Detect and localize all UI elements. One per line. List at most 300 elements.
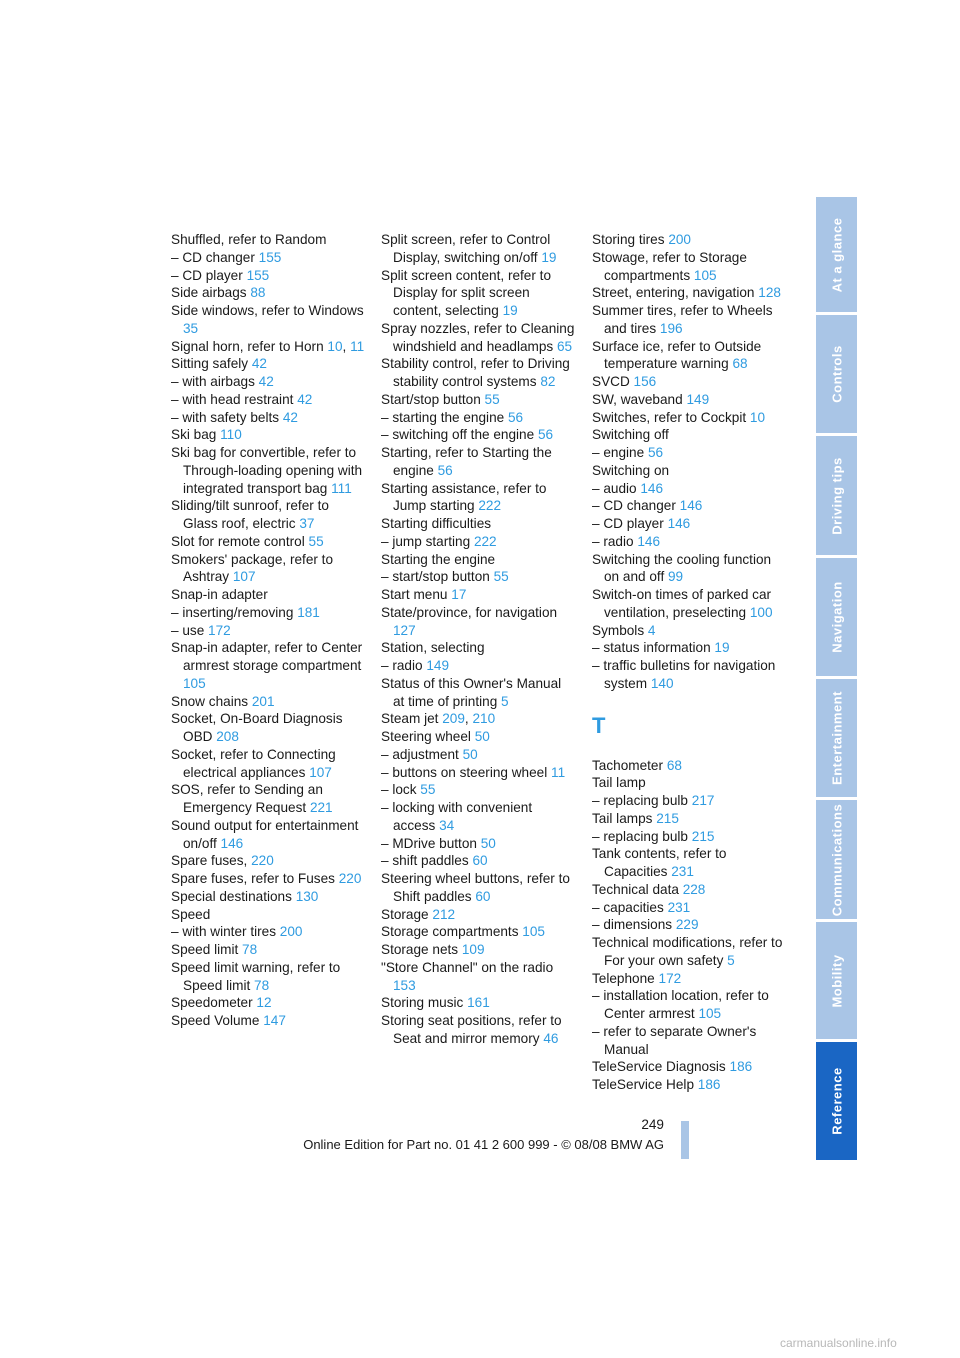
tab-mobility[interactable]: Mobility <box>816 922 857 1039</box>
index-entry <box>381 799 576 835</box>
page-reference-link[interactable]: 42 <box>297 391 313 407</box>
page-reference-link[interactable]: 42 <box>251 356 267 372</box>
index-entry <box>592 792 787 810</box>
page-reference-link[interactable]: 172 <box>208 622 231 638</box>
index-entry <box>381 604 576 640</box>
index-term: Split screen, refer to Control Display, switching on/off <box>381 232 551 265</box>
page-reference-link[interactable]: 55 <box>484 391 500 407</box>
page-reference-link[interactable]: 68 <box>732 356 748 372</box>
page-reference-link[interactable]: 208 <box>216 729 239 744</box>
page-reference-link[interactable]: 5 <box>727 952 735 968</box>
page-reference-link[interactable]: 217 <box>691 793 715 808</box>
page-reference-link[interactable]: 140 <box>650 675 674 691</box>
index-entry <box>592 586 787 622</box>
page-reference-link[interactable]: 186 <box>729 1059 753 1075</box>
page-reference-link[interactable]: 105 <box>183 675 206 691</box>
index-term: Starting the engine <box>381 551 496 567</box>
index-entry <box>171 302 366 338</box>
page-reference-link[interactable]: 127 <box>393 622 416 638</box>
page-reference-link[interactable]: 19 <box>541 249 557 265</box>
index-entry <box>171 586 366 604</box>
page-reference-link[interactable]: 209 <box>442 711 465 727</box>
page-reference-link[interactable]: 65 <box>557 338 573 354</box>
index-column-1 <box>171 231 366 1030</box>
index-entry <box>381 231 576 267</box>
index-entry <box>171 551 366 587</box>
page-reference-link[interactable]: 68 <box>666 757 682 773</box>
index-entry <box>381 941 576 959</box>
page-reference-link[interactable]: 55 <box>420 782 436 798</box>
index-entry <box>592 373 787 391</box>
index-term: Slot for remote control <box>171 533 309 549</box>
index-term: Spray nozzles, refer to Cleaning windshield and headlamps <box>381 320 575 354</box>
page-reference-link[interactable]: 149 <box>426 658 450 673</box>
index-term: – dimensions <box>592 917 676 933</box>
index-term: Switching the cooling function on and off <box>592 551 772 585</box>
index-term: Signal horn, refer to Horn <box>171 338 328 354</box>
page-reference-link[interactable]: 78 <box>254 977 270 993</box>
index-term: Stability control, refer to Driving stability control systems <box>381 356 570 389</box>
index-term: Snap-in adapter <box>171 587 268 602</box>
index-term: – jump starting <box>381 533 474 549</box>
index-term: Socket, refer to Connecting electrical appliances <box>171 746 336 780</box>
tab-reference[interactable]: Reference <box>816 1042 857 1160</box>
index-term: Smokers' package, refer to Ashtray <box>171 551 334 585</box>
index-entry <box>381 852 576 870</box>
index-term: Side windows, refer to Windows <box>171 303 364 318</box>
index-term: Side airbags <box>171 285 251 301</box>
index-entry <box>592 970 787 988</box>
page-reference-link[interactable]: 10 <box>749 409 766 425</box>
index-term: Storage nets <box>381 942 462 957</box>
index-entry <box>592 497 787 515</box>
page-reference-link[interactable]: 105 <box>693 267 717 283</box>
tab-navigation[interactable]: Navigation <box>816 558 857 676</box>
index-entry <box>171 693 366 711</box>
index-entry <box>171 817 366 853</box>
index-entry <box>592 1076 787 1094</box>
index-term: Snap-in adapter, refer to Center armrest storage compartment <box>171 640 363 673</box>
index-term: Station, selecting <box>381 640 485 656</box>
index-term: – CD player <box>592 516 668 531</box>
index-entry <box>171 622 366 640</box>
index-entry <box>171 426 366 444</box>
page-reference-link[interactable]: 46 <box>543 1030 559 1046</box>
page-reference-link[interactable]: 82 <box>540 374 556 389</box>
page-reference-link[interactable]: 201 <box>251 693 275 709</box>
index-term: Storing seat positions, refer to Seat and mirror memory <box>381 1013 562 1046</box>
page-reference-link[interactable]: 146 <box>640 480 664 496</box>
index-entry <box>381 533 576 551</box>
page-reference-link[interactable]: 128 <box>758 285 781 301</box>
page-reference-link[interactable]: 228 <box>682 881 706 897</box>
index-term: Sound output for entertainment on/off <box>171 817 359 851</box>
index-entry <box>381 728 576 746</box>
page-reference-link[interactable]: 42 <box>258 374 274 389</box>
index-term: – installation location, refer to Center armrest <box>592 988 769 1021</box>
index-term: Sitting safely <box>171 356 252 372</box>
page-reference-link[interactable]: 56 <box>437 462 453 478</box>
index-term: Start menu <box>381 587 452 602</box>
index-term: Special destinations <box>171 888 296 904</box>
index-term: Speed <box>171 906 211 922</box>
index-term: Street, entering, navigation <box>592 285 759 301</box>
page-reference-link[interactable]: 155 <box>246 267 270 283</box>
index-term: Steering wheel <box>381 729 475 744</box>
index-term: Ski bag for convertible, refer to Through-loading opening with integrated transport bag <box>171 445 363 496</box>
edition-footer: Online Edition for Part no. 01 41 2 600 999 - © 08/08 BMW AG <box>303 1137 664 1152</box>
index-term: – capacities <box>592 899 668 915</box>
index-term: – audio <box>592 480 641 496</box>
index-term: Sliding/tilt sunroof, refer to Glass roof, electric <box>171 498 329 531</box>
index-term: Storing tires <box>592 232 669 247</box>
index-term: – locking with convenient access <box>381 800 533 833</box>
index-entry <box>592 515 787 533</box>
index-term: – shift paddles <box>381 853 473 869</box>
page-reference-link[interactable]: 130 <box>295 888 319 904</box>
index-entry <box>592 462 787 480</box>
index-term: – start/stop button <box>381 569 494 585</box>
index-entry <box>592 391 787 409</box>
index-term: – with airbags <box>171 374 259 389</box>
index-term: State/province, for navigation <box>381 604 558 620</box>
page-reference-link[interactable]: 60 <box>472 853 488 869</box>
index-term: – with safety belts <box>171 409 283 425</box>
page-reference-link[interactable]: 155 <box>258 249 282 265</box>
index-entry <box>592 828 787 846</box>
index-entry <box>381 1012 576 1048</box>
index-entry <box>171 497 366 533</box>
index-entry <box>381 515 576 533</box>
index-term: – inserting/removing <box>171 604 298 620</box>
index-entry <box>592 934 787 970</box>
index-entry <box>381 906 576 924</box>
page-reference-link[interactable]: 10 <box>327 338 343 354</box>
index-term: – lock <box>381 782 421 798</box>
index-letter-heading: T <box>592 712 606 738</box>
index-entry <box>381 551 576 569</box>
page-reference-link[interactable]: 17 <box>451 587 467 602</box>
index-term: Shuffled, refer to Random <box>171 232 327 247</box>
index-entry <box>171 355 366 373</box>
index-term: – buttons on steering wheel <box>381 764 552 780</box>
index-term: – status information <box>592 640 715 656</box>
index-entry <box>381 320 576 356</box>
index-term: – traffic bulletins for navigation system <box>592 658 776 691</box>
page-reference-link[interactable]: 107 <box>232 569 256 585</box>
page-reference-link[interactable]: 60 <box>475 888 491 904</box>
index-entry <box>171 249 366 267</box>
tab-controls[interactable]: Controls <box>816 315 857 433</box>
index-term: Speed limit warning, refer to Speed limit <box>171 959 341 993</box>
index-entry: Steam jet 209, 210 <box>381 711 496 727</box>
index-entry <box>171 231 366 249</box>
index-term: Technical modifications, refer to For your own safety <box>592 935 783 968</box>
page-reference-link[interactable]: 146 <box>220 835 244 851</box>
page-reference-link[interactable]: 231 <box>667 899 691 915</box>
page-reference-link[interactable]: 42 <box>282 409 298 425</box>
index-entry <box>592 987 787 1023</box>
page-reference-link[interactable]: 5 <box>501 693 509 709</box>
page-reference-link[interactable]: 156 <box>633 374 657 389</box>
page-marker-bar <box>681 1121 689 1159</box>
page-reference-link[interactable]: 11 <box>551 764 566 780</box>
index-term: TeleService Help <box>592 1077 698 1092</box>
index-entry <box>381 391 576 409</box>
page-reference-link[interactable]: 220 <box>338 871 362 886</box>
page-number: 249 <box>641 1117 664 1132</box>
page-reference-link[interactable]: 210 <box>472 711 496 727</box>
index-term: Tank contents, refer to Capacities <box>592 846 727 879</box>
page-reference-link[interactable]: 222 <box>473 533 497 549</box>
page-reference-link[interactable]: 146 <box>667 516 691 531</box>
index-entry <box>381 657 576 675</box>
index-term: – CD changer <box>592 498 680 514</box>
index-entry <box>381 764 576 782</box>
page-reference-link[interactable]: 149 <box>686 391 710 407</box>
index-term: Spare fuses, <box>171 853 252 869</box>
page-reference-link[interactable]: 220 <box>251 853 274 869</box>
index-entry <box>171 409 366 427</box>
page-reference-link[interactable]: 37 <box>299 516 315 531</box>
index-entry <box>171 994 366 1012</box>
tab-at-a-glance[interactable]: At a glance <box>816 197 857 312</box>
index-entry <box>592 249 787 285</box>
index-entry <box>171 746 366 782</box>
index-term: – replacing bulb <box>592 828 692 844</box>
index-entry <box>381 781 576 799</box>
page-reference-link[interactable]: 100 <box>749 604 773 620</box>
index-entry <box>381 355 576 391</box>
page-reference-link[interactable]: 146 <box>679 498 703 514</box>
index-entry <box>381 994 576 1012</box>
index-entry <box>171 444 366 497</box>
page-reference-link[interactable]: 105 <box>698 1006 722 1021</box>
index-entry <box>592 409 787 427</box>
index-entry <box>592 533 787 551</box>
index-term: Tail lamp <box>592 775 646 791</box>
index-term: – radio <box>592 533 638 549</box>
index-term: Storage <box>381 906 433 922</box>
index-term: – CD changer <box>171 249 259 265</box>
index-entry <box>592 899 787 917</box>
page-reference-link[interactable]: 19 <box>502 303 518 318</box>
index-entry <box>171 906 366 924</box>
page-reference-link[interactable]: 229 <box>675 917 699 933</box>
index-term: Stowage, refer to Storage compartments <box>592 249 747 283</box>
index-entry <box>171 1012 366 1030</box>
index-entry <box>592 284 787 302</box>
index-term: – with winter tires <box>171 924 280 940</box>
index-term: Tail lamps <box>592 810 657 826</box>
index-entry <box>592 845 787 881</box>
page-reference-link[interactable]: 55 <box>308 533 324 549</box>
page-reference-link[interactable]: 200 <box>279 924 303 940</box>
index-entry <box>592 444 787 462</box>
index-entry <box>171 870 366 888</box>
index-entry <box>171 391 366 409</box>
index-term: Summer tires, refer to Wheels and tires <box>592 303 773 336</box>
index-entry <box>592 480 787 498</box>
page-reference-link[interactable]: 105 <box>522 924 545 940</box>
page-reference-link[interactable]: 221 <box>309 800 333 815</box>
index-term: Switching off <box>592 427 669 443</box>
page-reference-link[interactable]: 215 <box>656 810 679 826</box>
index-term: TeleService Diagnosis <box>592 1059 730 1075</box>
tab-entertainment[interactable]: Entertainment <box>816 679 857 797</box>
index-entry <box>381 444 576 480</box>
index-column-3 <box>592 231 787 1094</box>
index-entry <box>592 231 787 249</box>
index-entry <box>171 639 366 692</box>
index-entry <box>171 710 366 746</box>
index-term: SW, waveband <box>592 391 687 407</box>
page-reference-link[interactable]: 99 <box>668 569 684 585</box>
index-entry <box>171 959 366 995</box>
index-term: Storage compartments <box>381 924 523 940</box>
index-term: Steam jet <box>381 711 443 727</box>
page-reference-link[interactable]: 212 <box>432 906 456 922</box>
page-reference-link[interactable]: 11 <box>350 338 365 354</box>
page-reference-link[interactable]: 107 <box>309 764 332 780</box>
index-entry <box>171 284 366 302</box>
index-term: SOS, refer to Sending an Emergency Request <box>171 782 323 815</box>
index-term: Technical data <box>592 881 683 897</box>
index-term: Telephone <box>592 970 659 986</box>
index-term: Surface ice, refer to Outside temperature warning <box>592 338 762 372</box>
index-term: Starting difficulties <box>381 516 492 531</box>
page-reference-link[interactable]: 231 <box>671 864 694 879</box>
index-term: – use <box>171 622 209 638</box>
index-entry <box>592 426 787 444</box>
index-entry: Signal horn, refer to Horn 10, 11 <box>171 338 365 354</box>
watermark: carmanualsonline.info <box>780 1336 897 1350</box>
index-entry <box>171 373 366 391</box>
page-reference-link[interactable]: 172 <box>658 970 682 986</box>
page-reference-link[interactable]: 12 <box>256 995 272 1011</box>
index-entry <box>592 1058 787 1076</box>
index-entry <box>592 639 787 657</box>
index-term: – adjustment <box>381 746 463 762</box>
page-reference-link[interactable]: 222 <box>478 498 502 514</box>
index-entry <box>592 916 787 934</box>
page-reference-link[interactable]: 215 <box>691 828 715 844</box>
index-entry <box>381 568 576 586</box>
index-entry <box>381 835 576 853</box>
index-entry <box>592 622 787 640</box>
page-reference-link[interactable]: 56 <box>647 445 664 460</box>
page-reference-link[interactable]: 55 <box>493 569 509 585</box>
page-reference-link[interactable]: 146 <box>637 533 661 549</box>
index-term: Snow chains <box>171 693 252 709</box>
index-term: Switching on <box>592 462 670 478</box>
index-term: Tachometer <box>592 757 667 773</box>
index-entry <box>171 941 366 959</box>
page-reference-link[interactable]: 56 <box>507 409 524 425</box>
index-entry <box>381 480 576 516</box>
index-entry <box>592 774 787 792</box>
index-entry <box>171 852 366 870</box>
page-reference-link[interactable]: 200 <box>668 232 691 247</box>
index-term: Speed Volume <box>171 1013 264 1028</box>
index-entry <box>171 533 366 551</box>
index-entry <box>381 675 576 711</box>
index-term: Ski bag <box>171 427 221 443</box>
index-term: Speed limit <box>171 942 243 957</box>
page-reference-link[interactable]: 88 <box>250 285 266 301</box>
page-reference-link[interactable]: 181 <box>297 604 320 620</box>
index-term: – starting the engine <box>381 409 508 425</box>
page-reference-link[interactable]: 78 <box>242 942 258 957</box>
index-term: – engine <box>592 445 648 460</box>
index-entry <box>381 586 576 604</box>
index-term: "Store Channel" on the radio <box>381 959 554 975</box>
index-term: – replacing bulb <box>592 793 692 808</box>
page-reference-link[interactable]: 109 <box>461 942 485 957</box>
index-term: Socket, On-Board Diagnosis OBD <box>171 711 343 744</box>
page-reference-link[interactable]: 50 <box>474 729 490 744</box>
page-reference-link[interactable]: 196 <box>659 320 683 336</box>
index-term: Spare fuses, refer to Fuses <box>171 871 339 886</box>
index-entry <box>171 923 366 941</box>
page-reference-link[interactable]: 50 <box>480 835 496 851</box>
tab-communications[interactable]: Communications <box>816 800 857 919</box>
index-term: – switching off the engine <box>381 427 538 443</box>
index-entry <box>381 923 576 941</box>
index-entry <box>381 746 576 764</box>
index-entry <box>592 881 787 899</box>
index-entry <box>381 409 576 427</box>
index-term: Storing music <box>381 995 468 1011</box>
page-reference-link[interactable]: 147 <box>263 1013 286 1028</box>
index-term: Switches, refer to Cockpit <box>592 409 750 425</box>
index-entry <box>171 888 366 906</box>
index-term: Steering wheel buttons, refer to Shift paddles <box>381 871 570 904</box>
index-term: Split screen content, refer to Display for split screen content, selecting <box>381 267 552 318</box>
index-entry <box>592 551 787 587</box>
index-term: Starting, refer to Starting the engine <box>381 445 552 478</box>
page-reference-link[interactable]: 56 <box>537 427 554 443</box>
page-reference-link[interactable]: 34 <box>439 817 455 833</box>
page-reference-link[interactable]: 153 <box>393 977 416 993</box>
index-entry <box>171 604 366 622</box>
index-term: SVCD <box>592 374 634 389</box>
page-reference-link[interactable]: 186 <box>697 1077 721 1092</box>
index-entry <box>592 810 787 828</box>
page-reference-link[interactable]: 110 <box>220 427 242 443</box>
index-term: – refer to separate Owner's Manual <box>592 1023 757 1057</box>
index-term: Symbols <box>592 622 648 638</box>
index-term: Speedometer <box>171 995 257 1011</box>
index-entry <box>592 302 787 338</box>
page-reference-link[interactable]: 161 <box>467 995 490 1011</box>
index-term: Switch-on times of parked car ventilation, preselecting <box>592 587 772 620</box>
tab-driving-tips[interactable]: Driving tips <box>816 436 857 555</box>
index-term: Start/stop button <box>381 391 485 407</box>
page-reference-link[interactable]: 19 <box>714 640 730 656</box>
page-reference-link[interactable]: 50 <box>462 746 478 762</box>
page-reference-link[interactable]: 4 <box>647 622 656 638</box>
index-entry <box>592 757 787 775</box>
index-entry <box>381 959 576 995</box>
index-entry <box>171 267 366 285</box>
index-term: Starting assistance, refer to Jump starting <box>381 480 547 514</box>
page-reference-link[interactable]: 35 <box>183 320 199 336</box>
page-reference-link[interactable]: 111 <box>331 480 352 496</box>
index-entry <box>592 1023 787 1059</box>
index-entry <box>171 781 366 817</box>
index-entry <box>592 338 787 374</box>
